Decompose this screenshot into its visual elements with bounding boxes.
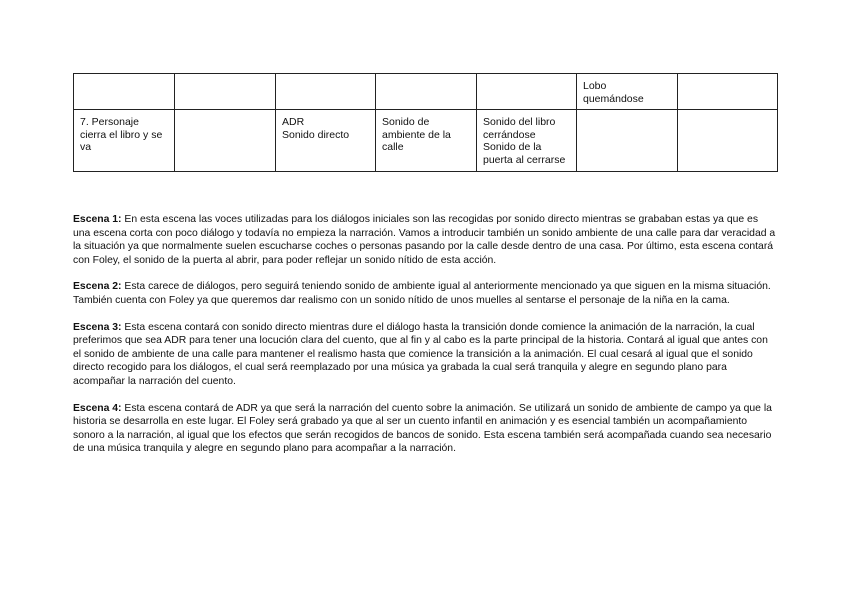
table-row: [74, 74, 778, 110]
scene-paragraph: [73, 213, 777, 267]
scene-label: Escena 4:: [73, 402, 122, 414]
table-cell: [477, 74, 577, 110]
scene-text: En esta escena las voces utilizadas para los diálogos iniciales son las recogidas por sonido directo mientras se grababan estas ya que es una escena corta con poco diálogo y todavía no empieza la narración. Vamos a introducir también un sonido ambiente de una calle para dar veracidad a la situación ya que normalmente suelen escucharse coches o personas pasando por la calle desde dentro de una casa. Por último, esta escena contará con Foley, el sonido de la puerta al abrir, para poder reflejar un sonido nítido de esta acción.: [73, 214, 776, 266]
sound-table: [73, 73, 778, 172]
scene-text: Esta escena contará con sonido directo mientras dure el diálogo hasta la transición donde comience la animación de la narración, la cual preferimos que sea ADR para tener una locución clara del cuento, que al fin y al cabo es la parte principal de la historia. Contará al igual que antes con el sonido de ambiente de una calle para mantener el realismo hasta que comience la transición a la animación. El cual cesará al igual que el sonido directo recogido para los diálogos, el cual será reemplazado por una música ya grabada la cual será tranquila y alegre en segundo plano para acompañar la narración del cuento.: [73, 321, 768, 387]
table-row: [74, 110, 778, 171]
table-cell: Sonido de ambiente de la calle: [376, 110, 477, 171]
table-cell: Lobo quemándose: [577, 74, 678, 110]
table-cell: 7. Personaje cierra el libro y se va: [74, 110, 175, 171]
table-cell: ADR Sonido directo: [276, 110, 376, 171]
scene-paragraph: [73, 280, 777, 307]
table-cell: [175, 110, 276, 171]
scene-paragraph: [73, 321, 777, 389]
table-cell: [74, 74, 175, 110]
scene-label: Escena 3:: [73, 321, 122, 333]
scene-label: Escena 2:: [73, 281, 122, 293]
table-cell: Sonido del libro cerrándose Sonido de la puerta al cerrarse: [477, 110, 577, 171]
table-cell: [678, 74, 778, 110]
table-cell: [175, 74, 276, 110]
scene-text: Esta escena contará de ADR ya que será la narración del cuento sobre la animación. Se utilizará un sonido de ambiente de campo ya que la historia se desarrolla en este lugar. El Foley será grabado ya que al ser un cuento infantil en animación y es esencial también un acompañamiento sonoro a la narración, al igual que los efectos que serán recogidos de bancos de sonido. Esta escena también será acompañada cuando sea necesario de una música tranquila y alegre en segundo plano para acompañar a la narración.: [73, 402, 772, 455]
scene-descriptions: [73, 213, 777, 469]
scene-label: Escena 1:: [73, 214, 122, 225]
scene-paragraph: [73, 402, 777, 456]
table-cell: [376, 74, 477, 110]
table-cell: [577, 110, 678, 171]
table-cell: [276, 74, 376, 110]
scene-text: Esta carece de diálogos, pero seguirá teniendo sonido de ambiente igual al anteriormente mencionado ya que siguen en la misma situación. También cuenta con Foley ya que queremos dar realismo con un sonido nítido de unos muelles al sentarse el personaje de la niña en la cama.: [73, 281, 771, 306]
table-cell: [678, 110, 778, 171]
